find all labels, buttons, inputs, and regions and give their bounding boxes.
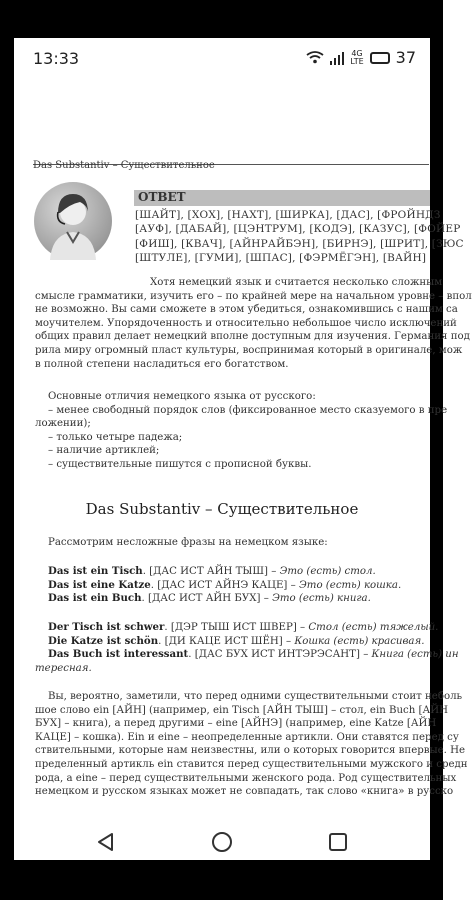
recent-apps-icon[interactable] [326, 830, 350, 854]
consider-line: Рассмотрим несложные фразы на немецком языке: [48, 537, 328, 548]
back-icon[interactable] [94, 830, 118, 854]
examples-group-1 [35, 565, 429, 606]
examples-group-2: Der Tisch ist schwer. [ДЭР ТЫШ ИСТ ШВЕР] – Стол (есть) тяжелый. Die Katze ist schön. [ДИ КАЦЕ ИСТ ШЁН] – Кошка (есть) красивая. Das Buch ist interessant. [ДАС БУХ ИСТ ИНТЭРЭСАНТ] – Книга (есть) ин тересная. [35, 621, 459, 674]
navigation-bar [14, 820, 430, 860]
answer-heading: ОТВЕТ [138, 190, 186, 204]
example-line: Die Katze ist schön. [ДИ КАЦЕ ИСТ ШЁН] – Кошка (есть) красивая. [48, 634, 425, 647]
intro-paragraph: Хотя немецкий язык и считается несколько сложным смысле грамматики, изучить его – по крайней мере на начальном уровне – впол не возможно. Вы сами сможете в этом убедиться, ознакомившись с нашим са моучителем. Упорядоченность и относительно небольшое число исключений общих правил делает немецкий вполне доступным для изучения. Германия под рила миру огромный пласт культуры, воспринимая который в оригинале, мож в полной степени насладиться его богатством. [35, 277, 472, 370]
signal-bars-icon [330, 51, 344, 65]
battery-level: 37 [395, 48, 416, 67]
differences-list: Основные отличия немецкого языка от русского: – менее свободный порядок слов (фиксированное место сказуемого в пре ложении); – только четыре падежа; – наличие артиклей; – существительные пишутся с прописной буквы. [35, 391, 448, 470]
example-line: Das Buch ist interessant. [ДАС БУХ ИСТ ИНТЭРЭСАНТ] – Книга (есть) ин [48, 648, 459, 661]
example-line: Das ist ein Tisch. [ДАС ИСТ АЙН ТЫШ] – Это (есть) стол. [48, 565, 376, 577]
network-type: 4G LTE [350, 48, 364, 66]
answer-text: [ШАЙТ], [ХОХ], [НАХТ], [ШИРКА], [ДАС], [ФРОЙНДЗ [АУФ], [ДАБАЙ], [ЦЭНТРУМ], [КОДЭ], [КАЗУС], [ФОЙЕР [ФИШ], [КВАЧ], [АЙНРАЙБЭН], [БИРНЭ], [ШРИТ], [ЗЮС [ШТУЛЕ], [ГУМИ], [ШПАС], [ФЭРМЁГЭН], [ВАЙН] [135, 209, 464, 264]
running-header: Das Substantiv – Существительное [33, 160, 215, 171]
home-icon[interactable] [210, 830, 234, 854]
book-page[interactable] [14, 78, 472, 820]
example-line: Das ist eine Katze. [ДАС ИСТ АЙНЭ КАЦЕ] – Это (есть) кошка. [48, 578, 402, 591]
wifi-icon [306, 51, 324, 64]
screen [14, 38, 472, 860]
status-icons [306, 48, 416, 67]
example-line: Das ist ein Buch. [ДАС ИСТ АЙН БУХ] – Это (есть) книга. [48, 592, 371, 605]
status-time: 13:33 [33, 49, 80, 68]
status-bar [14, 38, 430, 78]
battery-icon [370, 52, 390, 64]
operator-avatar [34, 182, 112, 260]
final-paragraph: Вы, вероятно, заметили, что перед одними существительными стоит неболь шое слово ein [АЙН] (например, ein Tisch [АЙН ТЫШ] – стол, ein Buch [АЙН БУХ] – книга), а перед другими – eine [АЙНЭ] (например, eine Katze [АЙН КАЦЕ] – кошка). Ein и eine – неопределенные артикли. Они ставятся перед су ствительными, которые нам неизвестны, или о которых говорится впервые. Не пределенный артикль ein ставится перед существительными мужского и средн рода, а eine – перед существительными женского рода. Род существительных немецком и русском языках может не совпадать, так слово «книга» в русско [35, 691, 468, 798]
example-line: Der Tisch ist schwer. [ДЭР ТЫШ ИСТ ШВЕР] – Стол (есть) тяжелый. [48, 621, 439, 633]
section-heading: Das Substantiv – Существительное [85, 500, 359, 518]
